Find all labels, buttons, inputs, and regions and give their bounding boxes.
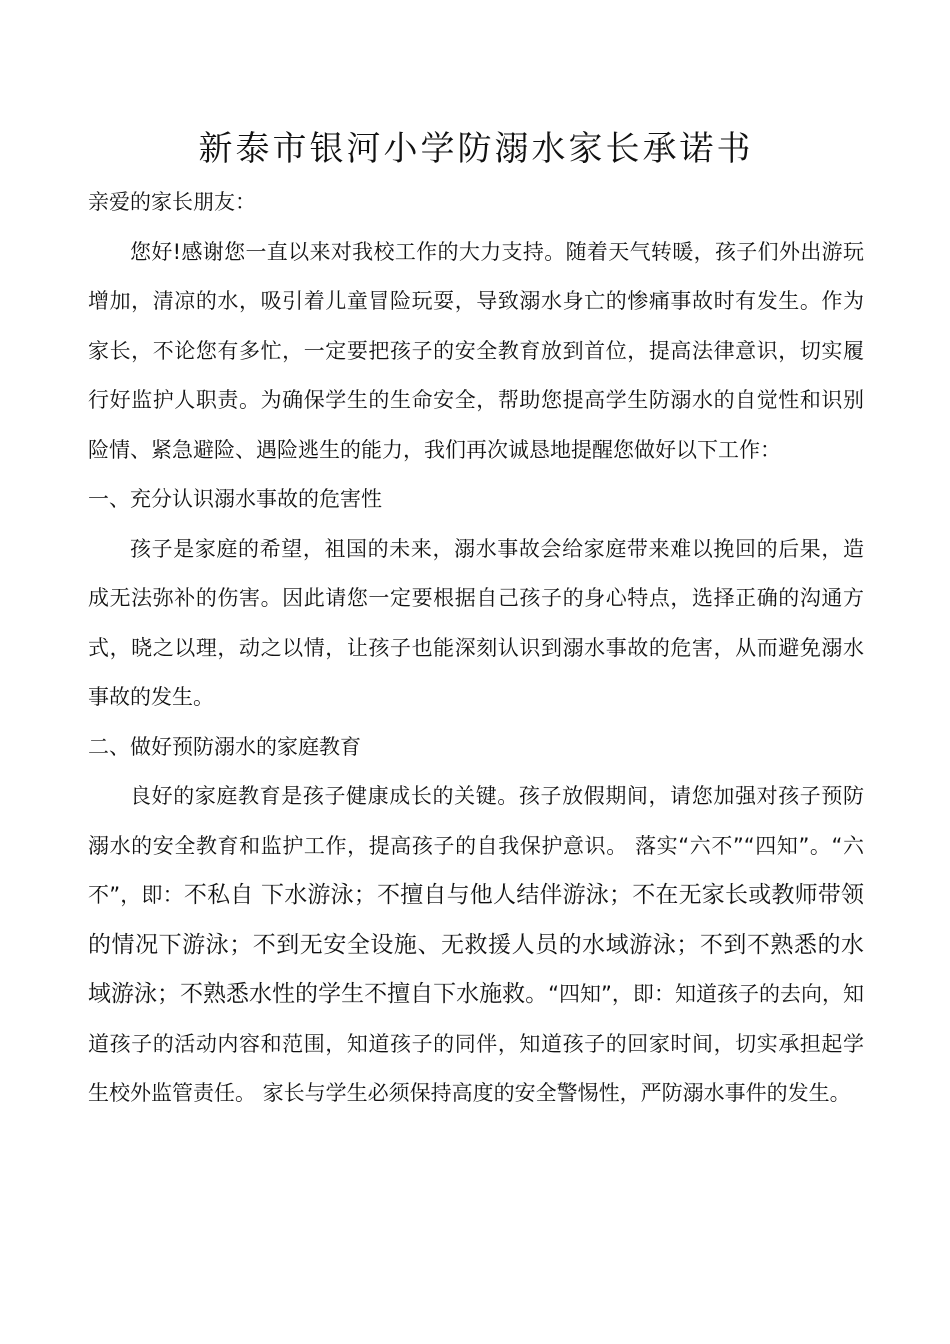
section-1-paragraph: 孩子是家庭的希望，祖国的未来，溺水事故会给家庭带来难以挽回的后果，造成无法弥补的伤害。因此请您一定要根据自己孩子的身心特点，选择正确的沟通方式，晓之以理，动之以情，让孩子也能深刻认识到溺水事故的危害，从而避免溺水事故的发生。: [88, 536, 864, 709]
document-title: 新泰市银河小学防溺水家长承诺书: [198, 129, 754, 169]
section-2-text-part-1: 良好的家庭教育是孩子健康成长的关键。孩子放假期间，请您加强对孩子预防溺水的安全教育和监护工作，提高孩子的自我保护意识。 落实“六不”“四知”。“六不”，即：: [88, 784, 864, 907]
salutation: 亲爱的家长朋友：: [88, 190, 256, 214]
section-2-six-rules: 不私自 下水游泳；不擅自与他人结伴游泳；不在无家长或教师带领的情况下游泳；不到无安全设施、无救援人员的水域游泳；不到不熟悉的水域游泳；不熟悉水性的学生不擅自下水施救。: [88, 882, 864, 1007]
intro-paragraph: 您好!感谢您一直以来对我校工作的大力支持。随着天气转暖，孩子们外出游玩增加，清凉的水，吸引着儿童冒险玩耍，导致溺水身亡的惨痛事故时有发生。作为家长，不论您有多忙，一定要把孩子的安全教育放到首位，提高法律意识，切实履行好监护人职责。为确保学生的生命安全，帮助您提高学生防溺水的自觉性和识别险情、紧急避险、遇险逃生的能力，我们再次诚恳地提醒您做好以下工作：: [88, 239, 864, 462]
document-page: [88, 126, 864, 1119]
section-2-text-part-3: “四知”，即：知道孩子的去向，知道孩子的活动内容和范围，知道孩子的同伴，知道孩子的回家时间，切实承担起学生校外监管责任。 家长与学生必须保持高度的安全警惕性，严防溺水事件的发生。: [88, 982, 864, 1105]
section-1-heading: 一、充分认识溺水事故的危害性: [88, 487, 382, 511]
section-2-paragraph: [88, 772, 864, 1119]
section-2-heading: 二、做好预防溺水的家庭教育: [88, 734, 361, 759]
